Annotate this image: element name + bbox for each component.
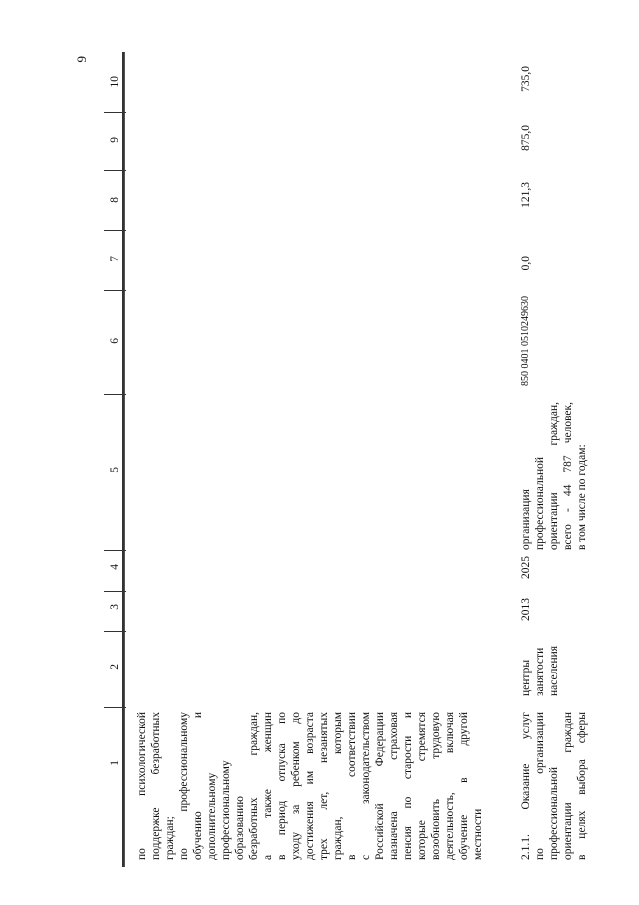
- text-line: трех лет, незанятых: [318, 712, 330, 860]
- col-sep-3: [104, 591, 126, 592]
- header-col-4: 4: [109, 564, 121, 570]
- text-line: местности: [472, 808, 484, 860]
- row-211-col7: 0,0: [520, 256, 532, 271]
- text-line: профессиональному: [220, 760, 232, 860]
- text-line: 2.1.1. Оказание услуг: [520, 712, 532, 860]
- col-sep-6: [104, 290, 126, 291]
- row-211-col3: 2013: [520, 598, 532, 621]
- header-col-1: 1: [109, 760, 121, 766]
- col-sep-5: [104, 394, 126, 395]
- header-bottom-border: [124, 52, 125, 867]
- page-number: 9: [74, 56, 89, 63]
- text-line: которые стремятся: [416, 712, 428, 860]
- col-sep-2: [104, 631, 126, 632]
- text-line: уходу за ребенком до: [290, 712, 302, 860]
- text-line: достижения им возраста: [304, 712, 316, 860]
- col-sep-8: [104, 170, 126, 171]
- text-line: Российской Федерации: [374, 712, 386, 860]
- text-line: в период отпуска по: [276, 712, 288, 860]
- header-col-6: 6: [109, 338, 121, 344]
- text-line: образованию: [234, 796, 246, 860]
- col-sep-7: [104, 230, 126, 231]
- col-sep-1: [104, 707, 126, 708]
- text-line: в соответствии: [346, 712, 358, 860]
- text-line: дополнительному: [206, 772, 218, 860]
- col-sep-9: [104, 112, 126, 113]
- text-line: в том числе по годам:: [576, 444, 588, 550]
- row-211-col5: [519, 402, 589, 550]
- text-line: организация: [520, 489, 532, 550]
- text-line: с законодательством: [360, 712, 372, 860]
- text-line: всего - 44 787 человек,: [562, 402, 574, 550]
- row-211-col8: 121,3: [520, 182, 532, 208]
- text-line: занятости: [534, 647, 546, 696]
- text-line: ориентации граждан,: [548, 402, 560, 550]
- text-line: профессиональной: [548, 766, 560, 860]
- col-sep-4: [104, 550, 126, 551]
- text-line: по психологической: [136, 712, 148, 860]
- text-line: пенсия по старости и: [402, 712, 414, 860]
- text-line: в целях выбора сферы: [576, 712, 588, 860]
- text-line: а также женщин: [262, 712, 274, 860]
- text-line: населения: [548, 645, 560, 696]
- text-line: возобновить трудовую: [430, 712, 442, 860]
- header-col-7: 7: [109, 256, 121, 262]
- header-col-3: 3: [109, 604, 121, 610]
- text-line: деятельность, включая: [444, 712, 456, 860]
- text-line: профессиональной: [534, 456, 546, 550]
- text-line: по организации: [534, 712, 546, 860]
- row-211-col9: 875,0: [520, 125, 532, 151]
- text-line: обучение в другой: [458, 712, 470, 860]
- text-line: центры: [520, 659, 532, 696]
- row-211-col2: [519, 640, 561, 696]
- header-col-2: 2: [109, 664, 121, 670]
- text-line: поддержке безработных: [150, 712, 162, 860]
- text-line: по профессиональному: [178, 712, 190, 860]
- text-line: граждан;: [164, 816, 176, 860]
- text-line: назначена страховая: [388, 712, 400, 860]
- header-col-5: 5: [109, 467, 121, 473]
- row-211-col1: [519, 712, 589, 860]
- row-211-col4: 2025: [520, 556, 532, 579]
- row-211-col6: 850 0401 0510249630: [520, 296, 531, 386]
- row-211-col10: 735,0: [520, 66, 532, 92]
- header-col-9: 9: [109, 137, 121, 143]
- text-line: безработных граждан,: [248, 712, 260, 860]
- prev-row-col1: [135, 712, 485, 860]
- header-col-8: 8: [109, 197, 121, 203]
- text-line: обучению и: [192, 712, 204, 860]
- text-line: граждан, которым: [332, 712, 344, 860]
- header-col-10: 10: [109, 76, 121, 88]
- text-line: ориентации граждан: [562, 712, 574, 860]
